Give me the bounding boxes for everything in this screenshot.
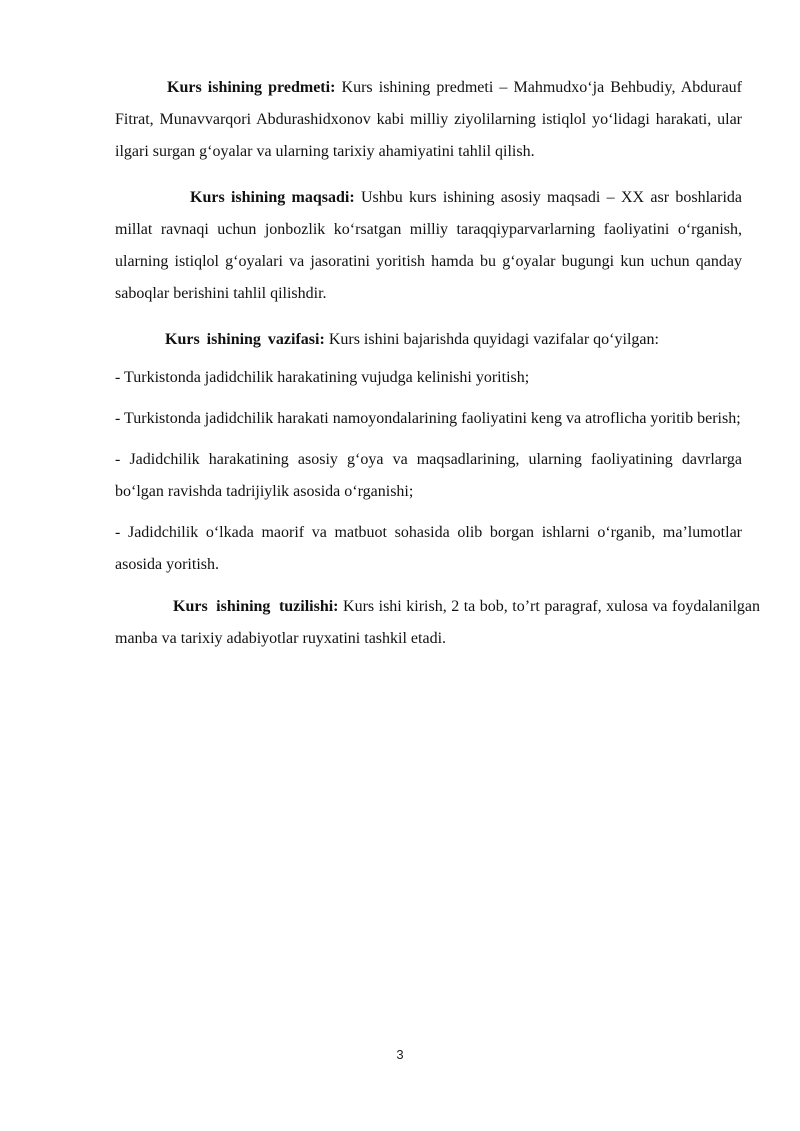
- paragraph-predmeti: [115, 72, 742, 168]
- heading-maqsadi: Kurs ishining maqsadi:: [190, 189, 355, 206]
- heading-vazifasi: Kurs ishining vazifasi:: [165, 331, 325, 348]
- page-number: 3: [396, 1047, 404, 1062]
- paragraph-vazifasi: [115, 324, 742, 356]
- text-tuzilishi: Kurs ishi kirish, 2 ta bob, to’rt paragraf, xulosa va foydalanilgan manba va tarixiy adabiyotlar ruyxatini tashkil etadi.: [115, 598, 760, 647]
- list-item: - Jadidchilik o‘lkada maorif va matbuot sohasida olib borgan ishlarni o‘rganib, ma’lumotlar asosida yoritish.: [115, 524, 742, 573]
- paragraph-tuzilishi: [115, 591, 760, 655]
- text-predmeti: Kurs ishining predmeti – Mahmudxo‘ja Behbudiy, Abdurauf Fitrat, Munavvarqori Abdurashidxonov kabi milliy ziyolilarning istiqlol yo‘lidagi harakati, ular ilgari surgan g‘oyalar va ularning tarixiy ahamiyatini tahlil qilish.: [115, 79, 743, 160]
- text-maqsadi: Ushbu kurs ishining asosiy maqsadi – XX asr boshlarida millat ravnaqi uchun jonbozlik ko‘rsatgan milliy taraqqiyparvarlarning faoliyatini o‘rganish, ularning istiqlol g‘oyalari va jasoratini yoritish hamda bu g‘oyalar bugungi kun uchun qanday saboqlar berishini tahlil qilishdir.: [115, 189, 742, 302]
- page-content: [115, 72, 760, 655]
- list-item: - Turkistonda jadidchilik harakatining vujudga kelinishi yoritish;: [115, 369, 530, 386]
- heading-predmeti: Kurs ishining predmeti:: [167, 79, 336, 96]
- paragraph-maqsadi: [115, 182, 742, 310]
- heading-tuzilishi: Kurs ishining tuzilishi:: [173, 598, 339, 615]
- list-item: - Turkistonda jadidchilik harakati namoyondalarining faoliyatini keng va atroflicha yoritib berish;: [115, 410, 741, 427]
- list-item: - Jadidchilik harakatining asosiy g‘oya va maqsadlarining, ularning faoliyatining davrlarga bo‘lgan ravishda tadrijiylik asosida o‘rganishi;: [115, 451, 742, 500]
- text-vazifasi: Kurs ishini bajarishda quyidagi vazifalar qo‘yilgan:: [324, 331, 659, 348]
